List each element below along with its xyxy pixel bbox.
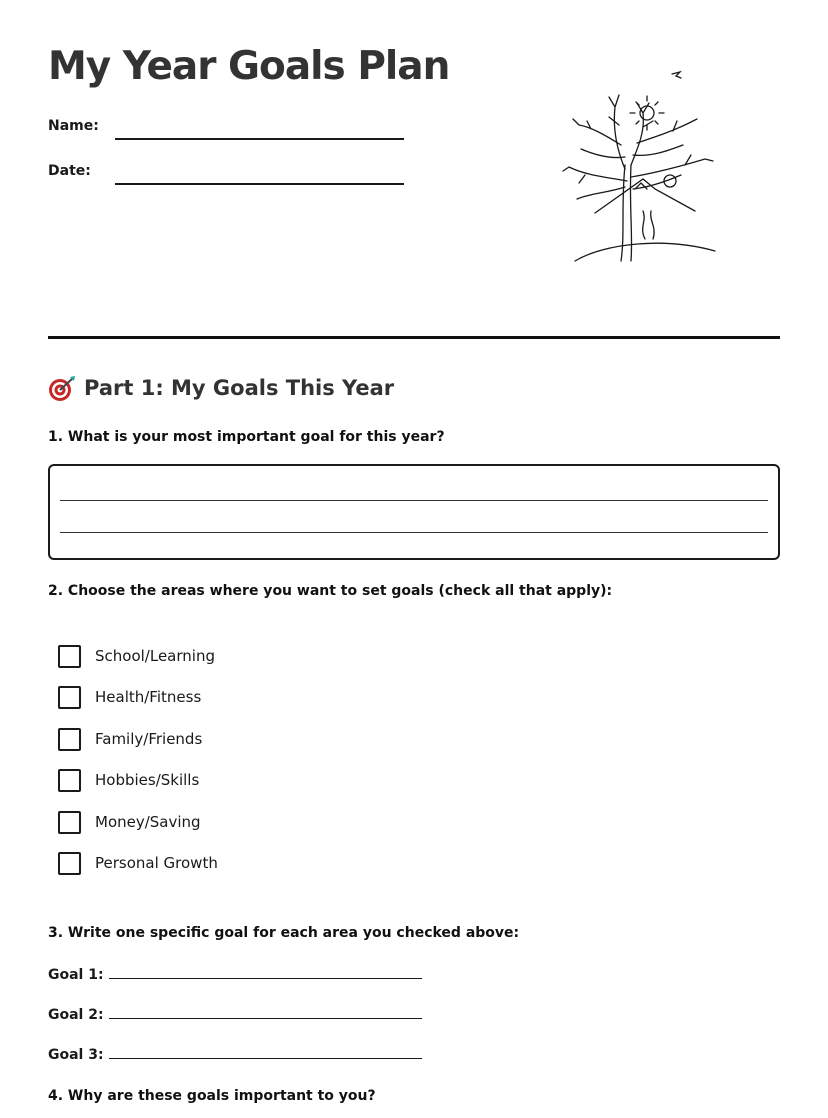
name-label: Name: [48,118,99,134]
goal-row-1 [48,964,422,983]
checklist-item[interactable] [58,642,218,683]
checkbox[interactable] [58,645,81,668]
goal-row-3 [48,1044,422,1063]
name-input-line[interactable] [115,138,404,140]
checklist-item[interactable] [58,849,218,890]
part1-title: Part 1: My Goals This Year [84,376,395,400]
checkbox[interactable] [58,852,81,875]
tree-sketch-icon [555,65,725,267]
goal-label: Goal 2: [48,1007,104,1023]
question-2: 2. Choose the areas where you want to set goals (check all that apply): [48,583,613,599]
answer-line[interactable] [60,532,768,533]
goal-areas-checklist [58,642,218,890]
name-field[interactable] [48,118,408,148]
question-3: 3. Write one specific goal for each area you checked above: [48,925,520,941]
section-divider [48,336,780,339]
checkbox-label: Hobbies/Skills [95,771,200,790]
goal-input-line[interactable] [109,1044,422,1059]
question-4: 4. Why are these goals important to you? [48,1088,376,1104]
part1-heading [48,374,394,402]
checkbox-label: Money/Saving [95,812,201,831]
checkbox-label: Family/Friends [95,729,203,748]
answer-box-1[interactable] [48,464,780,560]
goal-input-line[interactable] [109,1004,422,1019]
checkbox[interactable] [58,686,81,709]
checkbox[interactable] [58,769,81,792]
date-field[interactable] [48,163,408,193]
checklist-item[interactable] [58,725,218,766]
page-title: My Year Goals Plan [48,44,450,89]
answer-line[interactable] [60,500,768,501]
goal-label: Goal 1: [48,967,104,983]
checkbox[interactable] [58,728,81,751]
checklist-item[interactable] [58,808,218,849]
goal-row-2 [48,1004,422,1023]
checklist-item[interactable] [58,683,218,724]
question-1: 1. What is your most important goal for this year? [48,429,445,445]
checkbox-label: Health/Fitness [95,688,202,707]
checkbox-label: Personal Growth [95,853,218,872]
checklist-item[interactable] [58,766,218,807]
checkbox[interactable] [58,811,81,834]
goal-input-line[interactable] [109,964,422,979]
checkbox-label: School/Learning [95,647,215,665]
date-label: Date: [48,163,91,179]
target-icon [48,374,76,402]
date-input-line[interactable] [115,183,404,185]
goal-label: Goal 3: [48,1047,104,1063]
